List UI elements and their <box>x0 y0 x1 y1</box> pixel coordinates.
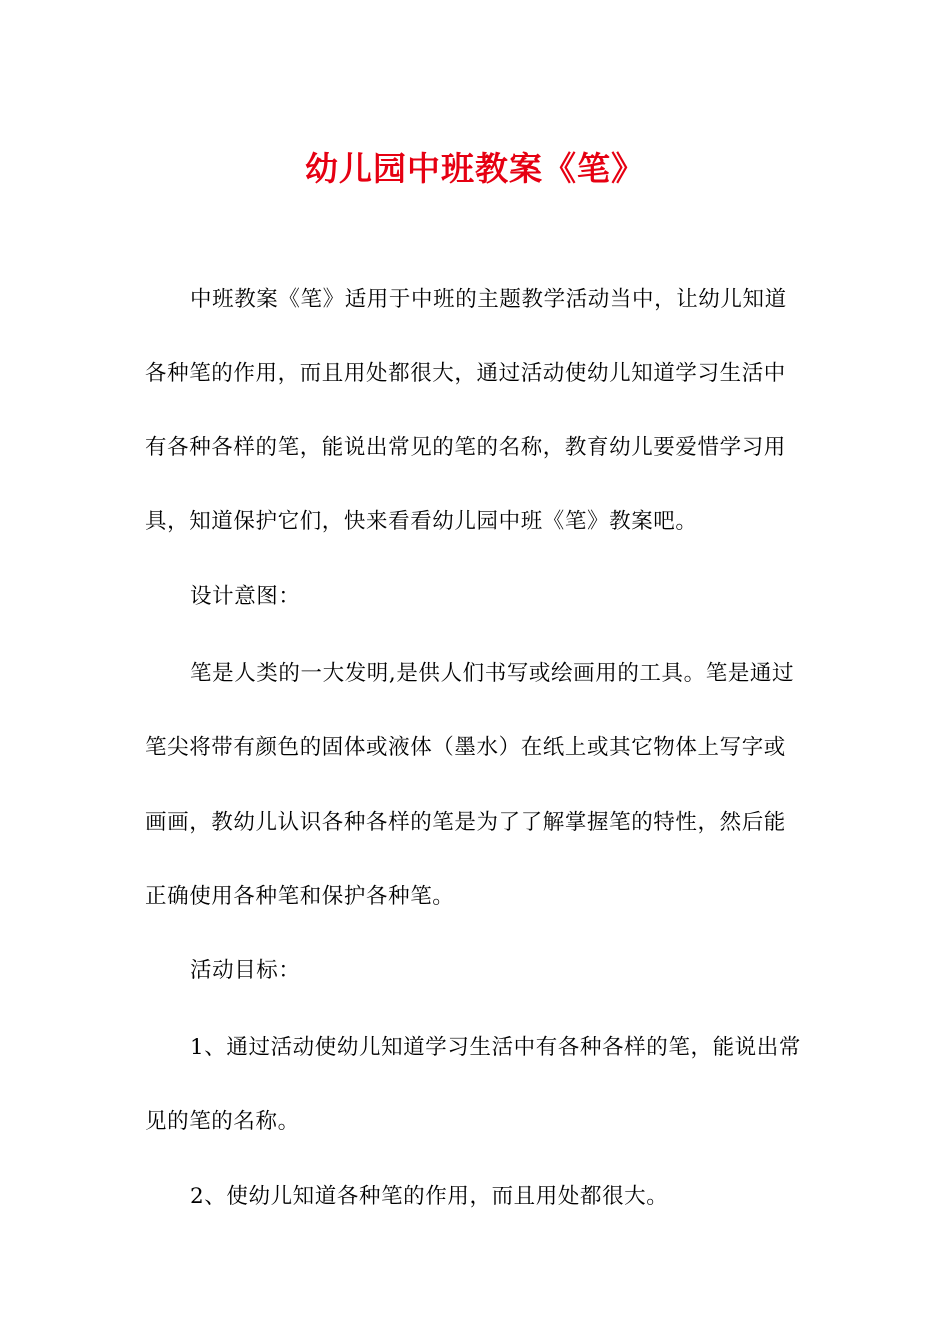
design-line-3: 画画，教幼儿认识各种各样的笔是为了了解掌握笔的特性，然后能 <box>145 810 786 835</box>
design-line-4: 正确使用各种笔和保护各种笔。 <box>145 884 455 909</box>
objective-1-line-2: 见的笔的名称。 <box>145 1109 300 1134</box>
design-line-2: 笔尖将带有颜色的固体或液体（墨水）在纸上或其它物体上写字或 <box>145 735 786 760</box>
intro-line-4: 具，知道保护它们，快来看看幼儿园中班《笔》教案吧。 <box>145 509 698 534</box>
document-title: 幼儿园中班教案《笔》 <box>305 149 645 188</box>
intro-line-1: 中班教案《笔》适用于中班的主题教学活动当中，让幼儿知道 <box>190 287 787 312</box>
intro-line-3: 有各种各样的笔，能说出常见的笔的名称，教育幼儿要爱惜学习用 <box>145 435 786 460</box>
objective-1-line-1: 1、通过活动使幼儿知道学习生活中有各种各样的笔，能说出常 <box>190 1035 801 1060</box>
design-line-1: 笔是人类的一大发明,是供人们书写或绘画用的工具。笔是通过 <box>190 661 795 686</box>
section-heading-objectives: 活动目标： <box>190 958 301 983</box>
section-heading-design-intent: 设计意图： <box>190 584 301 609</box>
objective-2-line-1: 2、使幼儿知道各种笔的作用，而且用处都很大。 <box>190 1184 669 1209</box>
intro-line-2: 各种笔的作用，而且用处都很大，通过活动使幼儿知道学习生活中 <box>145 361 786 386</box>
